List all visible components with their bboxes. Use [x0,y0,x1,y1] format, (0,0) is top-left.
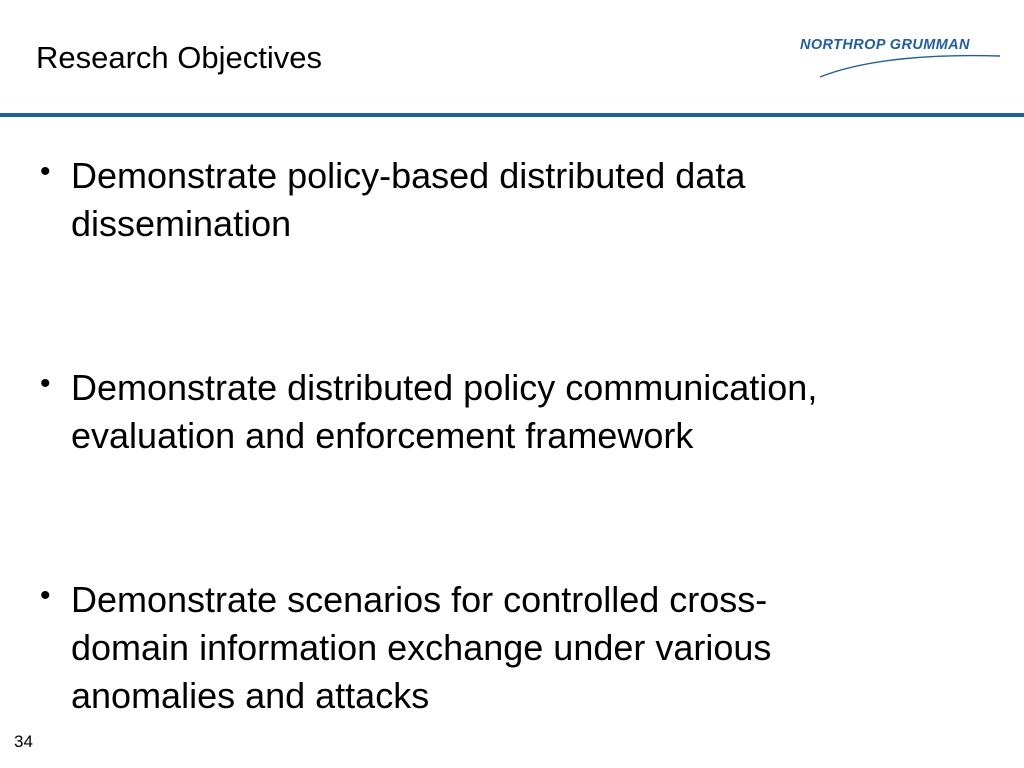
bullet-line: Demonstrate policy-based distributed data [71,155,746,196]
bullet-line: evaluation and enforcement framework [71,415,694,456]
bullet-line: Demonstrate distributed policy communication, [71,367,818,408]
bullet-line: anomalies and attacks [71,675,430,716]
bullet-line: dissemination [71,203,292,244]
logo-swoosh-icon [798,32,1004,82]
bullet-line: domain information exchange under various [71,627,772,668]
logo-wordmark: NORTHROP GRUMMAN [800,37,970,53]
slide-title: Research Objectives [36,40,323,75]
bullet-item [40,152,971,248]
header-divider [0,113,1024,117]
bullet-glyph: • [40,367,51,400]
bullet-line: Demonstrate scenarios for controlled cross- [71,579,768,620]
bullet-glyph: • [40,155,51,188]
northrop-grumman-logo [798,32,1004,82]
bullet-item [40,576,971,720]
bullet-glyph: • [40,579,51,612]
bullet-item [40,364,971,460]
page-number: 34 [14,732,33,751]
